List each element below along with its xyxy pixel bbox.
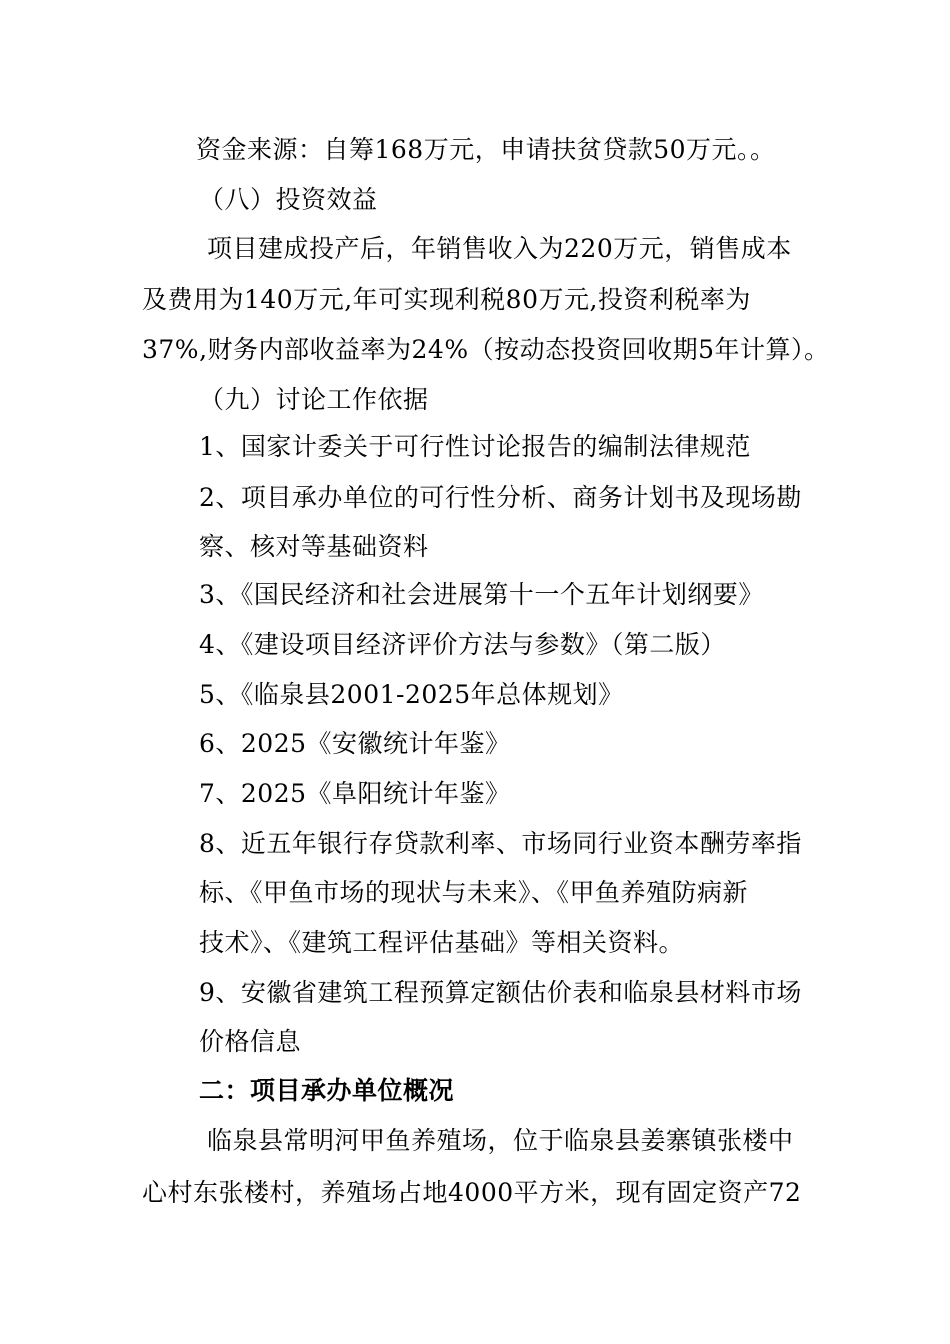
list-item-continuation: 标、《甲鱼市场的现状与未来》、《甲鱼养殖防病新 — [199, 878, 749, 907]
list-item-continuation: 察、核对等基础资料 — [199, 532, 429, 561]
paragraph-line: 临泉县常明河甲鱼养殖场，位于临泉县姜寨镇张楼中 — [207, 1126, 794, 1155]
funding-source-line: 资金来源：自筹168万元，申请扶贫贷款50万元。。 — [196, 135, 776, 164]
list-item: 2、项目承办单位的可行性分析、商务计划书及现场勘 — [199, 483, 802, 512]
paragraph-line: 心村东张楼村，养殖场占地4000平方米，现有固定资产72 — [142, 1178, 802, 1207]
list-item: 4、《建设项目经济评价方法与参数》（第二版） — [199, 630, 726, 659]
list-item: 5、《临泉县2001-2025年总体规划》 — [199, 680, 624, 709]
list-item: 7、2025《阜阳统计年鉴》 — [199, 779, 511, 808]
section-heading-company-overview: 二：项目承办单位概况 — [199, 1076, 455, 1105]
paragraph-line: 37%,财务内部收益率为24%（按动态投资回收期5年计算）。 — [142, 335, 830, 364]
section-heading-research-basis: （九）讨论工作依据 — [199, 385, 429, 414]
paragraph-line: 项目建成投产后，年销售收入为220万元，销售成本 — [207, 234, 792, 263]
list-item: 1、国家计委关于可行性讨论报告的编制法律规范 — [199, 432, 751, 461]
list-item: 3、《国民经济和社会进展第十一个五年计划纲要》 — [199, 580, 764, 609]
list-item: 8、近五年银行存贷款利率、市场同行业资本酬劳率指 — [199, 829, 802, 858]
list-item-continuation: 技术》、《建筑工程评估基础》等相关资料。 — [199, 928, 685, 957]
section-heading-investment-benefit: （八）投资效益 — [199, 185, 378, 214]
paragraph-line: 及费用为140万元,年可实现利税80万元,投资利税率为 — [142, 285, 751, 314]
list-item-continuation: 价格信息 — [199, 1027, 302, 1056]
list-item: 9、安徽省建筑工程预算定额估价表和临泉县材料市场 — [199, 978, 802, 1007]
list-item: 6、2025《安徽统计年鉴》 — [199, 729, 511, 758]
